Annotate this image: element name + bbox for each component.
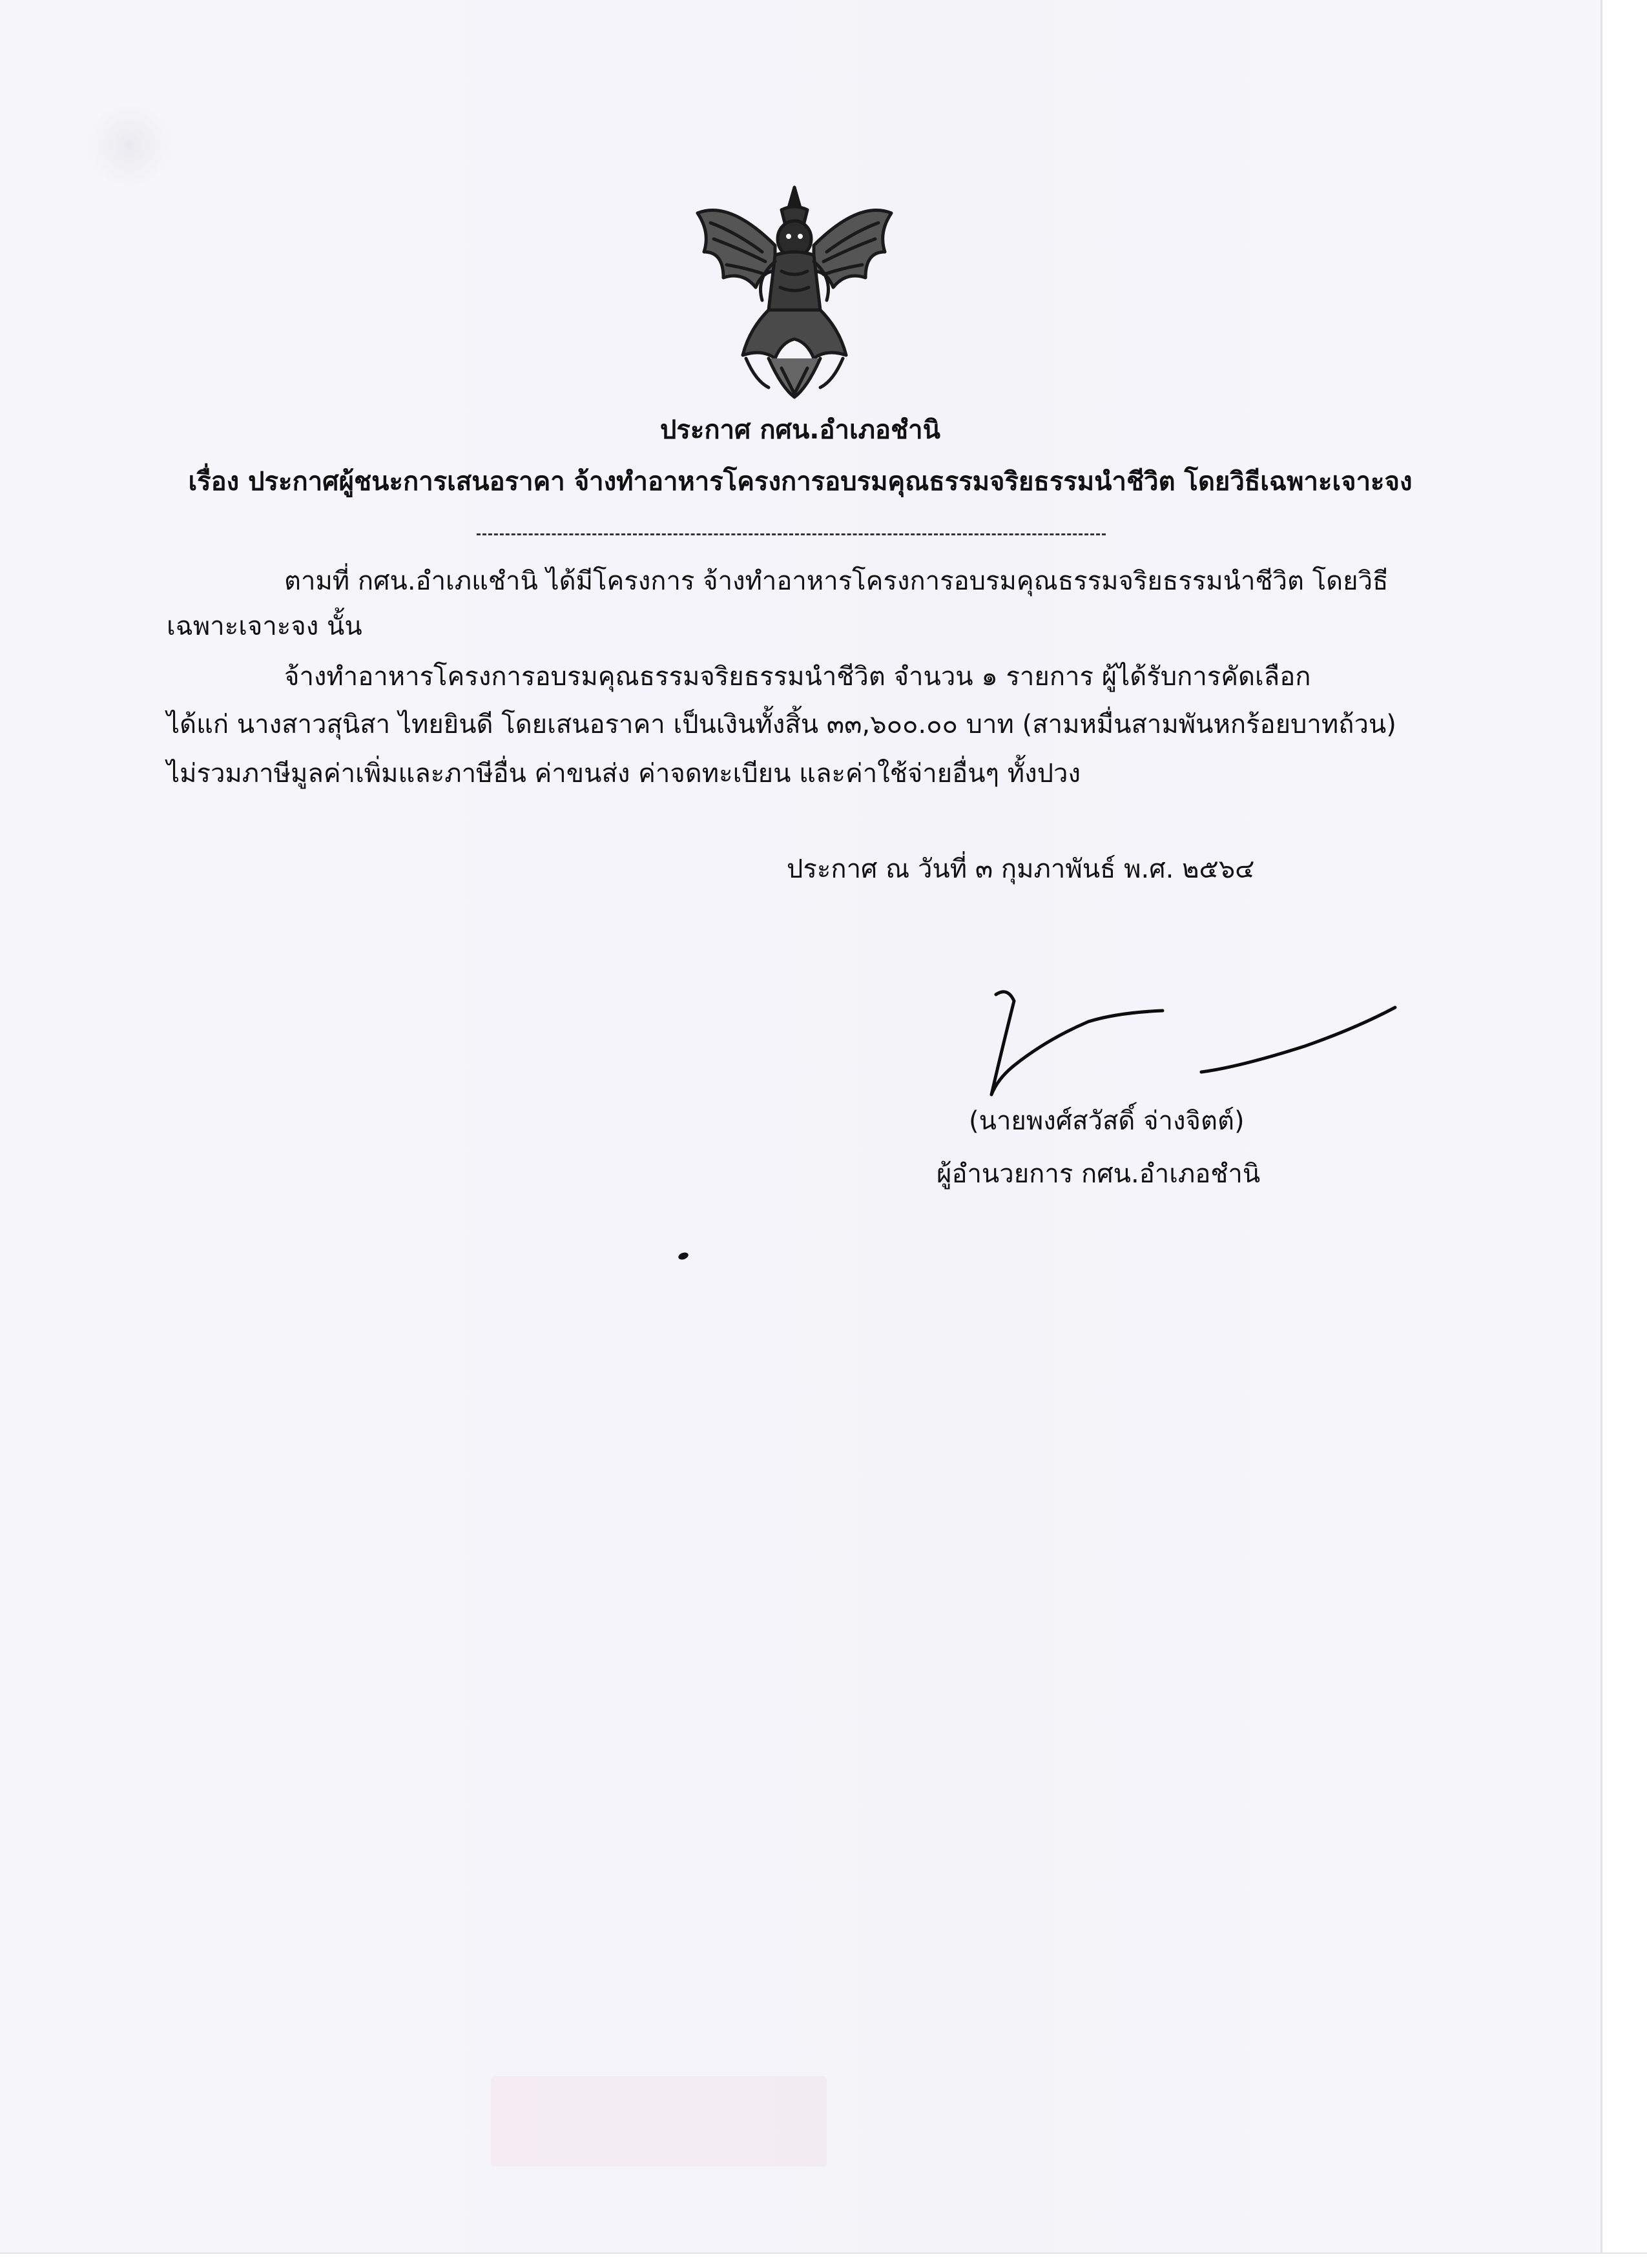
announcement-date: ประกาศ ณ วันที่ ๓ กุมภาพันธ์ พ.ศ. ๒๕๖๔ [787,854,1255,884]
announcement-subject: เรื่อง ประกาศผู้ชนะการเสนอราคา จ้างทำอาหารโครงการอบรมคุณธรรมจริยธรรมนำชีวิต โดยวิธีเฉพาะเจาะจง [188,467,1413,497]
paper-smudge [84,103,174,187]
faint-bleed-through-mark [491,2076,827,2167]
scanner-edge-right [1600,0,1647,2267]
signatory-name: (นายพงศ์สวัสดิ์ จ่างจิตต์) [969,1106,1245,1136]
handwritten-signature [969,982,1408,1111]
body-paragraph-2-line-1: จ้างทำอาหารโครงการอบรมคุณธรรมจริยธรรมนำชีวิต จำนวน ๑ รายการ ผู้ได้รับการคัดเลือก [284,662,1311,692]
dashed-divider [477,533,1106,535]
body-paragraph-2-line-2: ได้แก่ นางสาวสุนิสา ไทยยินดี โดยเสนอราคา เป็นเงินทั้งสิ้น ๓๓,๖๐๐.๐๐ บาท (สามหมื่นสามพันหกร้อยบาทถ้วน) [167,710,1396,739]
scanner-edge-bottom [0,2253,1647,2268]
announcement-title: ประกาศ กศน.อำเภอชำนิ [659,415,940,445]
body-paragraph-1-line-1: ตามที่ กศน.อำเภแชำนิ ได้มีโครงการ จ้างทำอาหารโครงการอบรมคุณธรรมจริยธรรมนำชีวิต โดยวิธี [284,566,1389,596]
ink-speck [678,1252,689,1261]
signatory-position: ผู้อำนวยการ กศน.อำเภอชำนิ [937,1159,1261,1189]
garuda-emblem-icon [685,174,904,407]
body-paragraph-1-line-2: เฉพาะเจาะจง นั้น [167,612,362,641]
body-paragraph-2-line-3: ไม่รวมภาษีมูลค่าเพิ่มและภาษีอื่น ค่าขนส่ง ค่าจดทะเบียน และค่าใช้จ่ายอื่นๆ ทั้งปวง [167,759,1081,789]
